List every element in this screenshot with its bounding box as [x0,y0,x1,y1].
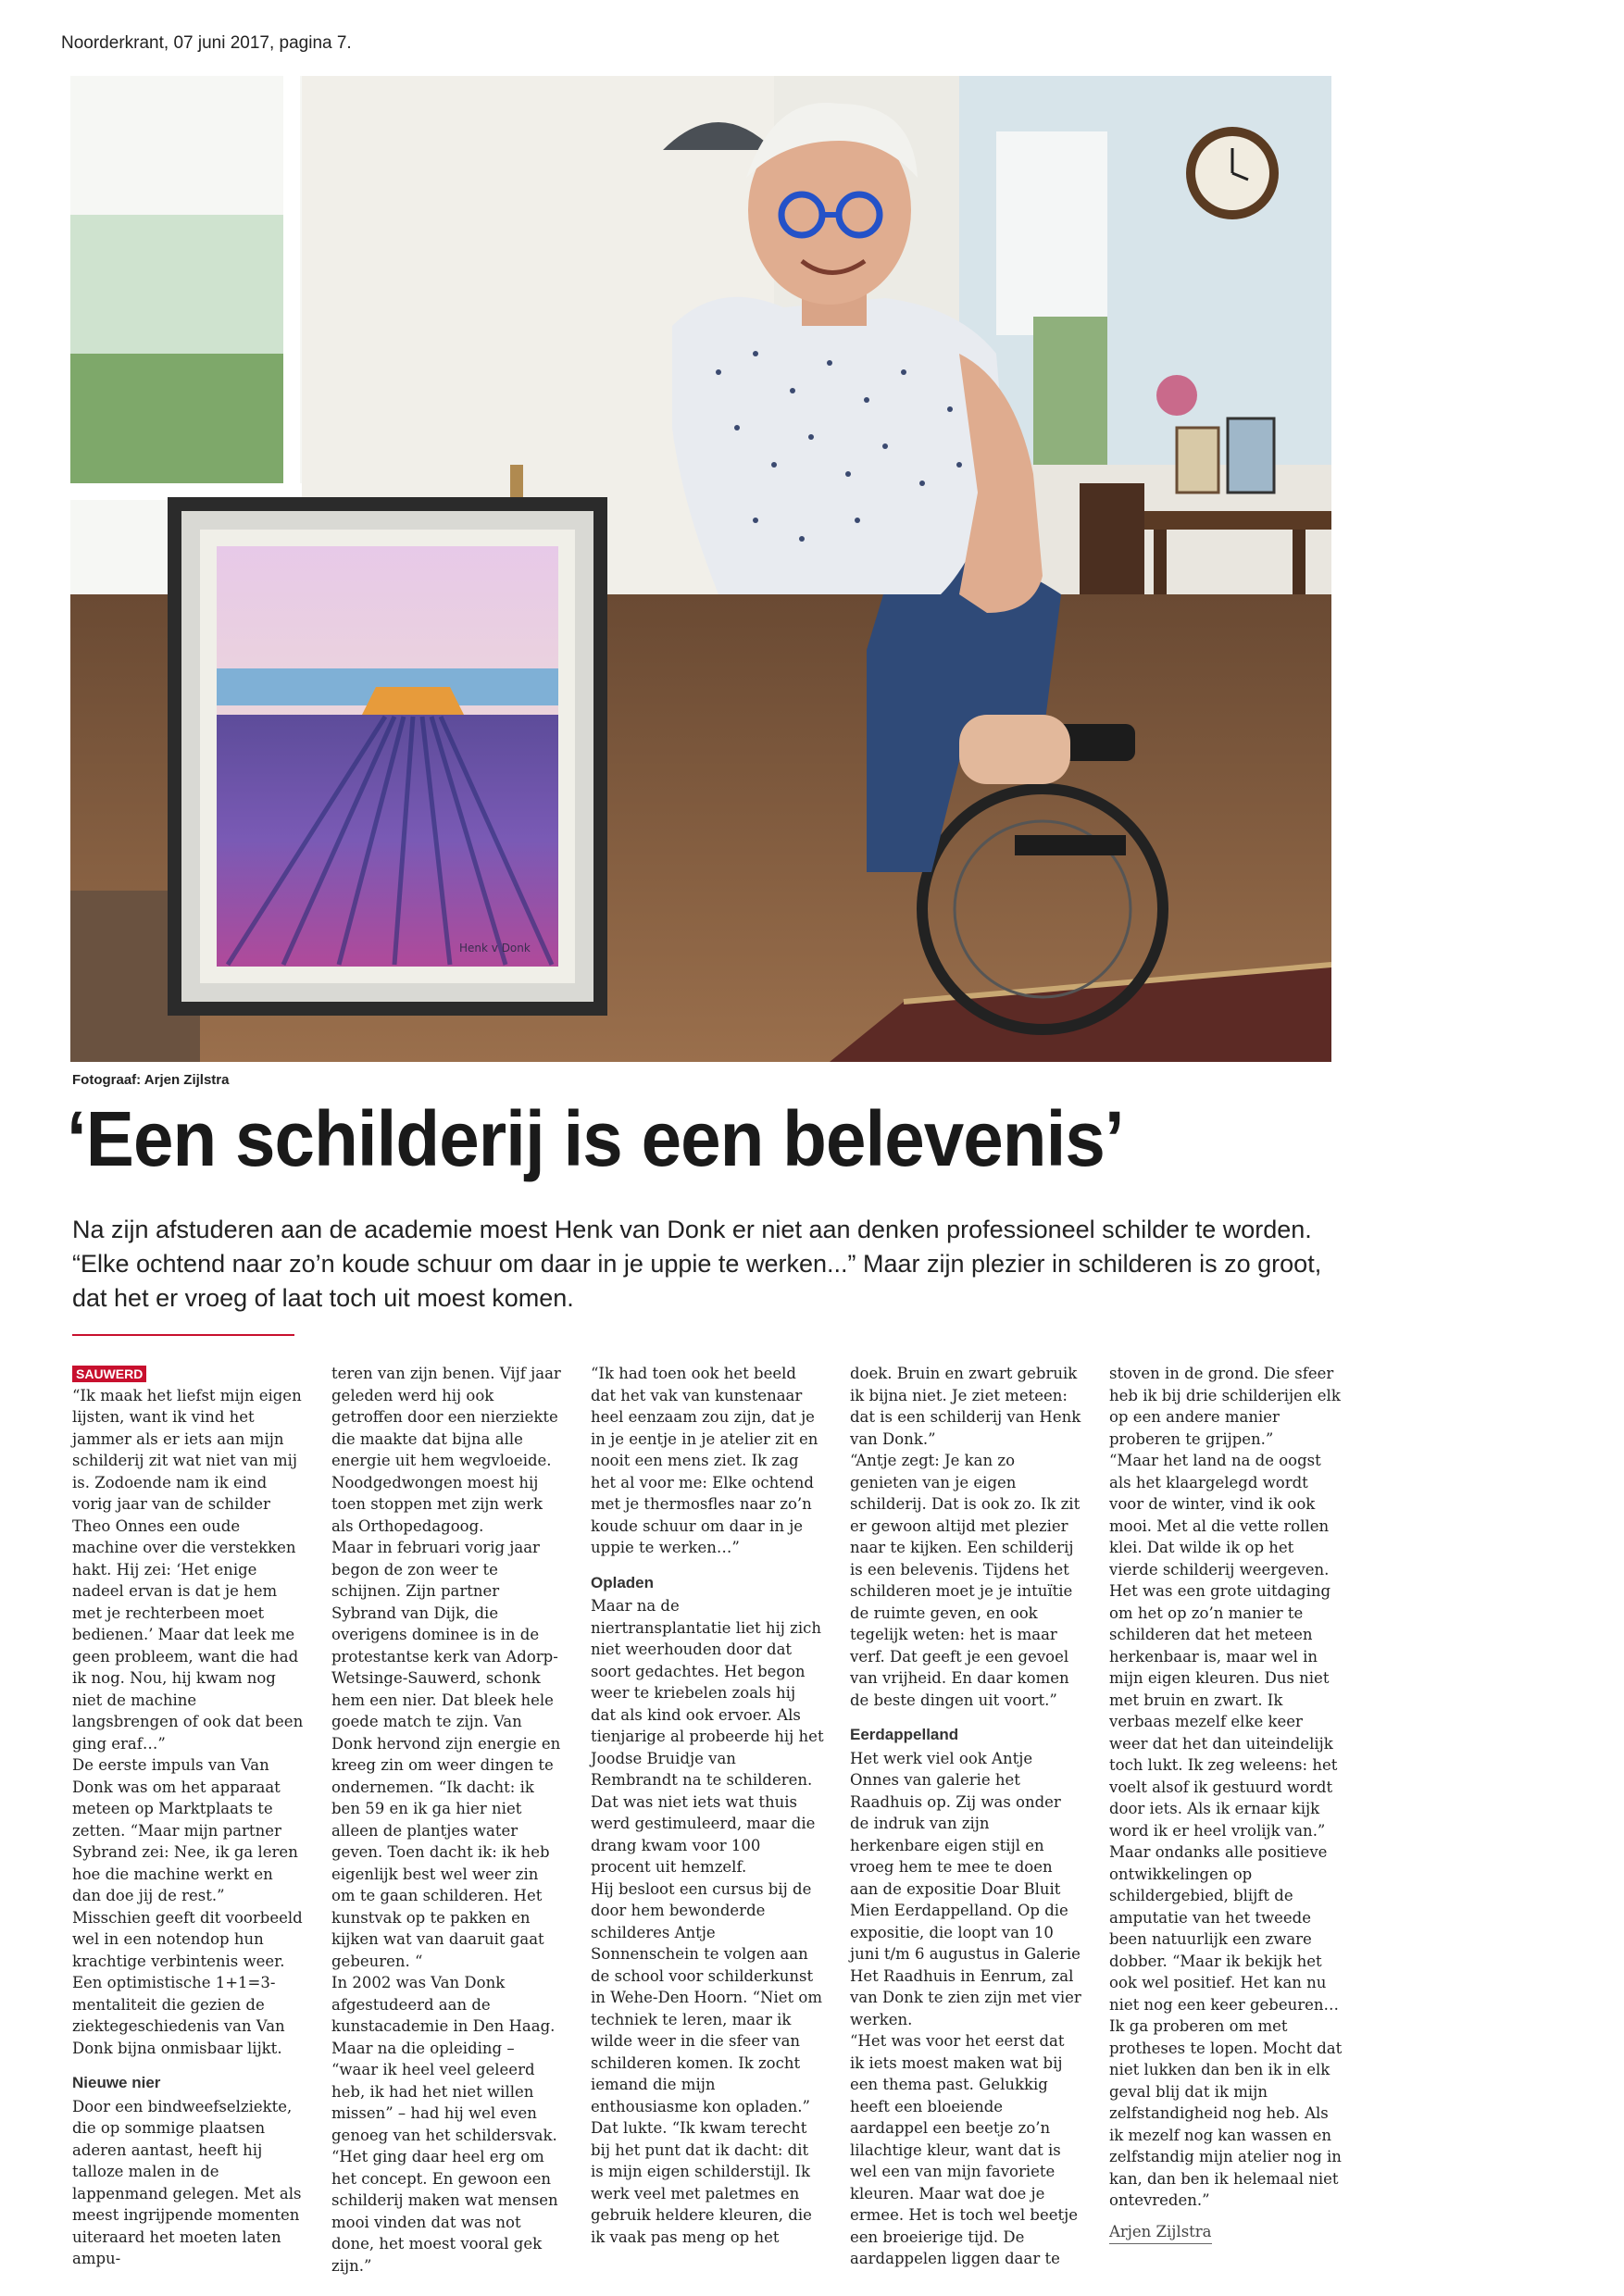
paragraph: “Maar het land na de oogst als het klaargelegd wordt voor de winter, vind ik ook mooi. Met al die vette rollen klei. Dat wilde ik op het vierde schilderij weergeven. Het was een grote uitdaging om het op zo’n manier te schilderen dat het meteen herkenbaar is, maar wel in mijn eigen kleuren. Dus niet met bruin en zwart. Ik verbaas mezelf elke keer weer dat het dan uiteindelijk toch lukt. Ik zeg weleens: het voelt alsof ik gestuurd wordt door iets. Als ik ernaar kijk word ik er heel vrolijk van.” [1109,1452,1338,1840]
paragraph: teren van zijn benen. Vijf jaar geleden werd hij ook getroffen door een nierziekte die maakte dat bijna alle energie uit hem wegvloeide. Noodgedwongen moest hij toen stoppen met zijn werk als Orthopedagoog. [331,1365,561,1535]
article-column-3 [591,1363,824,2248]
paragraph: Maar in februari vorig jaar begon de zon weer te schijnen. Zijn partner Sybrand van Dijk, die overigens dominee is in de protestantse kerk van Adorp-Wetsinge-Sauwerd, schonk hem een nier. Dat bleek hele goede match te zijn. Van Donk hervond zijn energie en kreeg zin om weer dingen te ondernemen. “Ik dacht: ik ben 59 en ik ga hier niet alleen de plantjes water geven. Toen dacht ik: ik heb eigenlijk best wel weer zin om te gaan schilderen. Het kunstvak op te pakken en kijken wat van daaruit gaat gebeuren. “ [331,1539,561,1970]
paragraph: “Antje zegt: Je kan zo genieten van je eigen schilderij. Dat is ook zo. Ik zit er gewoon altijd met plezier naar te kijken. Een schilderij is een belevenis. Tijdens het schilderen moet je je intuïtie de ruimte geven, en ook tegelijk weten: het is maar verf. Dat geeft je een gevoel van vrijheid. En daar komen de beste dingen uit voort.” [850,1452,1081,1709]
paragraph: In 2002 was Van Donk afgestudeerd aan de kunstacademie in Den Haag. Maar na die opleiding – “waar ik heel veel geleerd heb, ik had het niet willen missen” – had hij wel even genoeg van het schildersvak. “Het ging daar heel erg om het concept. En gewoon een schilderij maken wat mensen mooi vinden dat was not done, het moest vooral gek zijn.” [331,1974,558,2275]
section-label: SAUWERD [72,1366,146,1382]
painting-signature: Henk v Donk [459,942,531,955]
subheading: Eerdappelland [850,1726,959,1743]
article-column-5 [1109,1363,1343,2244]
paragraph: “Ik maak het liefst mijn eigen lijsten, want ik vind het jammer als er iets aan mijn schilderij zit wat niet van mij is. Zodoende nam ik eind vorig jaar van de schilder Theo Onnes een oude machine over die verstekken hakt. Hij zei: ‘Het enige nadeel ervan is dat je hem met je rechterbeen moet bedienen.’ Maar dat leek me geen probleem, want die had ik nog. Nou, hij kwam nog niet de machine langsbrengen of ook dat been ging eraf…” [72,1386,304,1753]
headline: ‘Een schilderij is een belevenis’ [67,1095,1124,1182]
paragraph: Dat lukte. “Ik kwam terecht bij het punt dat ik dacht: dit is mijn eigen schilderstijl. Ik werk veel met paletmes en gebruik heldere kleuren, die ik vaak pas meng op het [591,2119,812,2246]
subheading: Opladen [591,1573,655,1591]
author-signature: Arjen Zijlstra [1109,2221,1212,2245]
subheading: Nieuwe nier [72,2074,161,2091]
paragraph: Door een bindweefselziekte, die op sommige plaatsen aderen aantast, heeft hij talloze malen in de lappenmand gelegen. Met als meest ingrijpende momenten uiteraard het moeten laten ampu- [72,2097,302,2267]
source-line: Noorderkrant, 07 juni 2017, pagina 7. [61,33,352,53]
paragraph: “Ik had toen ook het beeld dat het vak van kunstenaar heel eenzaam zou zijn, dat je in je eentje in je atelier zit en nooit een mens ziet. Ik zag het al voor me: Elke ochtend met je thermosfles naar zo’n koude schuur om daar in je uppie te werken…” [591,1365,818,1556]
article-column-4 [850,1363,1083,2270]
paragraph: stoven in de grond. Die sfeer heb ik bij drie schilderijen elk op een andere manier proberen te grijpen.” [1109,1365,1341,1448]
article-column-2 [331,1363,565,2277]
article-column-1 [72,1363,306,2270]
paragraph: Hij besloot een cursus bij de door hem bewonderde schilderes Antje Sonnenschein te volgen aan de school voor schilderkunst in Wehe-Den Hoorn. “Niet om techniek te leren, maar ik wilde weer in die sfeer van schilderen komen. Ik zocht iemand die mijn enthousiasme kon opladen.” [591,1879,822,2115]
article-photo [70,76,1331,1062]
paragraph: Het werk viel ook Antje Onnes van galerie het Raadhuis op. Zij was onder de indruk van zijn herkenbare eigen stijl en vroeg hem te mee te doen aan de expositie Doar Bluit Mien Eerdappelland. Op die expositie, die loopt van 10 juni t/m 6 augustus in Galerie Het Raadhuis in Eenrum, zal van Donk te zien zijn met vier werken. [850,1749,1081,2028]
paragraph: “Het was voor het eerst dat ik iets moest maken wat bij een thema past. Gelukkig heeft een bloeiende aardappel een beetje zo’n lilachtige kleur, want dat is wel een van mijn favoriete kleuren. Maar wat doe je ermee. Het is toch wel beetje een broeierige tijd. De aardappelen liggen daar te [850,2032,1079,2267]
paragraph: Maar na de niertransplantatie liet hij zich niet weerhouden door dat soort gedachtes. Het begon weer te kriebelen zoals hij dat als kind ook ervoer. Als tienjarige al probeerde hij het Joodse Bruidje van Rembrandt na te schilderen. Dat was niet iets wat thuis werd gestimuleerd, maar die drang kwam voor 100 procent uit hemzelf. [591,1597,824,1876]
intro-divider [72,1334,294,1336]
paragraph: doek. Bruin en zwart gebruik ik bijna niet. Je ziet meteen: dat is een schilderij van Henk van Donk.” [850,1365,1081,1448]
photo-credit: Fotograaf: Arjen Zijlstra [72,1072,230,1088]
paragraph: Maar ondanks alle positieve ontwikkelingen op schildergebied, blijft de amputatie van het tweede been natuurlijk een zware dobber. “Maar ik bekijk het ook wel positief. Het kan nu niet nog een keer gebeuren… Ik ga proberen om met protheses te lopen. Mocht dat niet lukken dan ben ik in elk geval blij dat ik mijn zelfstandigheid nog heb. Als ik mezelf nog kan wassen en zelfstandig mijn atelier nog in kan, dan ben ik helemaal niet ontevreden.” [1109,1843,1343,2209]
paragraph: De eerste impuls van Van Donk was om het apparaat meteen op Marktplaats te zetten. “Maar mijn partner Sybrand zei: Nee, ik ga leren hoe die machine werkt en dan doe jij de rest.” Misschien geeft dit voorbeeld wel in een notendop hun krachtige verbintenis weer. Een optimistische 1+1=3-mentaliteit die gezien de ziektegeschiedenis van Van Donk bijna onmisbaar lijkt. [72,1756,303,2057]
intro-paragraph: Na zijn afstuderen aan de academie moest Henk van Donk er niet aan denken professioneel schilder te worden. “Elke ochtend naar zo’n koude schuur om daar in je uppie te werken...” Maar zijn plezier in schilderen is zo groot, dat het er vroeg of laat toch uit moest komen. [72,1216,1322,1312]
